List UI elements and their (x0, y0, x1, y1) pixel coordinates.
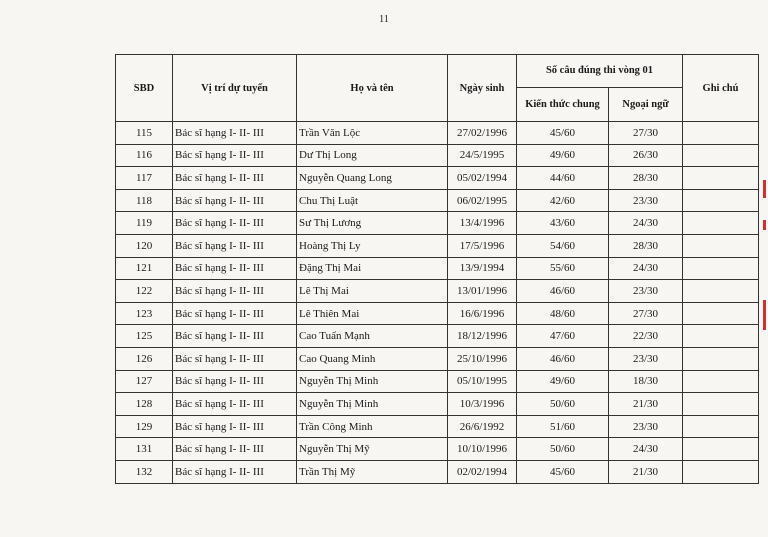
cell-position: Bác sĩ hạng I- II- III (173, 144, 297, 167)
cell-position: Bác sĩ hạng I- II- III (173, 167, 297, 190)
cell-note (683, 122, 759, 145)
cell-note (683, 347, 759, 370)
header-name: Họ và tên (297, 55, 448, 122)
cell-name: Trần Thị Mỹ (297, 460, 448, 483)
cell-name: Trần Công Minh (297, 415, 448, 438)
cell-language-score: 23/30 (609, 415, 683, 438)
cell-general-score: 55/60 (517, 257, 609, 280)
cell-position: Bác sĩ hạng I- II- III (173, 302, 297, 325)
cell-language-score: 28/30 (609, 234, 683, 257)
cell-sbd: 119 (116, 212, 173, 235)
cell-name: Nguyễn Thị Mỹ (297, 438, 448, 461)
cell-language-score: 18/30 (609, 370, 683, 393)
cell-dob: 25/10/1996 (448, 347, 517, 370)
header-position: Vị trí dự tuyển (173, 55, 297, 122)
cell-sbd: 122 (116, 280, 173, 303)
cell-name: Lê Thị Mai (297, 280, 448, 303)
cell-language-score: 24/30 (609, 212, 683, 235)
cell-general-score: 50/60 (517, 393, 609, 416)
cell-position: Bác sĩ hạng I- II- III (173, 189, 297, 212)
cell-note (683, 234, 759, 257)
header-note: Ghi chú (683, 55, 759, 122)
cell-sbd: 118 (116, 189, 173, 212)
cell-dob: 13/4/1996 (448, 212, 517, 235)
cell-general-score: 45/60 (517, 122, 609, 145)
cell-general-score: 48/60 (517, 302, 609, 325)
cell-name: Trần Văn Lộc (297, 122, 448, 145)
cell-general-score: 45/60 (517, 460, 609, 483)
cell-dob: 24/5/1995 (448, 144, 517, 167)
cell-note (683, 189, 759, 212)
cell-note (683, 280, 759, 303)
cell-general-score: 43/60 (517, 212, 609, 235)
cell-note (683, 460, 759, 483)
cell-name: Lê Thiên Mai (297, 302, 448, 325)
cell-dob: 05/10/1995 (448, 370, 517, 393)
cell-note (683, 302, 759, 325)
cell-general-score: 49/60 (517, 370, 609, 393)
table-row (116, 460, 759, 483)
cell-general-score: 47/60 (517, 325, 609, 348)
cell-name: Dư Thị Long (297, 144, 448, 167)
cell-language-score: 24/30 (609, 438, 683, 461)
cell-language-score: 23/30 (609, 280, 683, 303)
cell-name: Nguyễn Thị Minh (297, 393, 448, 416)
table-row (116, 122, 759, 145)
cell-position: Bác sĩ hạng I- II- III (173, 257, 297, 280)
cell-language-score: 27/30 (609, 302, 683, 325)
cell-general-score: 54/60 (517, 234, 609, 257)
cell-note (683, 257, 759, 280)
table-row (116, 144, 759, 167)
cell-dob: 06/02/1995 (448, 189, 517, 212)
cell-sbd: 132 (116, 460, 173, 483)
cell-dob: 13/9/1994 (448, 257, 517, 280)
cell-dob: 02/02/1994 (448, 460, 517, 483)
cell-sbd: 125 (116, 325, 173, 348)
cell-sbd: 123 (116, 302, 173, 325)
cell-dob: 16/6/1996 (448, 302, 517, 325)
cell-position: Bác sĩ hạng I- II- III (173, 234, 297, 257)
cell-position: Bác sĩ hạng I- II- III (173, 212, 297, 235)
cell-position: Bác sĩ hạng I- II- III (173, 415, 297, 438)
cell-language-score: 27/30 (609, 122, 683, 145)
cell-sbd: 117 (116, 167, 173, 190)
cell-sbd: 129 (116, 415, 173, 438)
cell-position: Bác sĩ hạng I- II- III (173, 325, 297, 348)
page-number: 11 (379, 14, 389, 25)
cell-note (683, 325, 759, 348)
cell-dob: 05/02/1994 (448, 167, 517, 190)
cell-dob: 26/6/1992 (448, 415, 517, 438)
header-foreign-language: Ngoại ngữ (609, 88, 683, 122)
cell-note (683, 167, 759, 190)
cell-note (683, 393, 759, 416)
table-row (116, 189, 759, 212)
cell-position: Bác sĩ hạng I- II- III (173, 438, 297, 461)
cell-sbd: 128 (116, 393, 173, 416)
table-body (116, 122, 759, 484)
cell-name: Nguyễn Quang Long (297, 167, 448, 190)
cell-name: Cao Tuấn Mạnh (297, 325, 448, 348)
cell-general-score: 42/60 (517, 189, 609, 212)
cell-sbd: 116 (116, 144, 173, 167)
table-row (116, 325, 759, 348)
results-table (115, 54, 759, 484)
cell-position: Bác sĩ hạng I- II- III (173, 122, 297, 145)
header-sbd: SBD (116, 55, 173, 122)
cell-language-score: 22/30 (609, 325, 683, 348)
header-score-group: Số câu đúng thi vòng 01 (517, 55, 683, 88)
cell-general-score: 51/60 (517, 415, 609, 438)
table-row (116, 370, 759, 393)
table-row (116, 347, 759, 370)
cell-position: Bác sĩ hạng I- II- III (173, 370, 297, 393)
cell-position: Bác sĩ hạng I- II- III (173, 393, 297, 416)
table-row (116, 280, 759, 303)
cell-name: Đặng Thị Mai (297, 257, 448, 280)
cell-general-score: 50/60 (517, 438, 609, 461)
table-row (116, 234, 759, 257)
cell-general-score: 46/60 (517, 347, 609, 370)
scan-edge-marks (760, 180, 768, 340)
table-row (116, 167, 759, 190)
cell-language-score: 24/30 (609, 257, 683, 280)
cell-sbd: 115 (116, 122, 173, 145)
cell-language-score: 21/30 (609, 460, 683, 483)
cell-dob: 27/02/1996 (448, 122, 517, 145)
cell-name: Cao Quang Minh (297, 347, 448, 370)
cell-note (683, 415, 759, 438)
cell-sbd: 131 (116, 438, 173, 461)
cell-note (683, 144, 759, 167)
cell-dob: 18/12/1996 (448, 325, 517, 348)
cell-note (683, 212, 759, 235)
cell-general-score: 44/60 (517, 167, 609, 190)
cell-name: Hoàng Thị Ly (297, 234, 448, 257)
cell-dob: 17/5/1996 (448, 234, 517, 257)
cell-language-score: 28/30 (609, 167, 683, 190)
cell-sbd: 127 (116, 370, 173, 393)
cell-language-score: 23/30 (609, 189, 683, 212)
cell-language-score: 26/30 (609, 144, 683, 167)
table-row (116, 212, 759, 235)
cell-general-score: 49/60 (517, 144, 609, 167)
table-row (116, 302, 759, 325)
cell-position: Bác sĩ hạng I- II- III (173, 280, 297, 303)
cell-sbd: 121 (116, 257, 173, 280)
cell-position: Bác sĩ hạng I- II- III (173, 460, 297, 483)
cell-dob: 10/3/1996 (448, 393, 517, 416)
cell-name: Nguyễn Thị Minh (297, 370, 448, 393)
cell-dob: 10/10/1996 (448, 438, 517, 461)
cell-name: Sư Thị Lương (297, 212, 448, 235)
header-dob: Ngày sinh (448, 55, 517, 122)
cell-sbd: 126 (116, 347, 173, 370)
table-header (116, 55, 759, 122)
cell-language-score: 23/30 (609, 347, 683, 370)
table-row (116, 415, 759, 438)
cell-position: Bác sĩ hạng I- II- III (173, 347, 297, 370)
cell-dob: 13/01/1996 (448, 280, 517, 303)
table-row (116, 257, 759, 280)
cell-note (683, 438, 759, 461)
cell-general-score: 46/60 (517, 280, 609, 303)
cell-name: Chu Thị Luật (297, 189, 448, 212)
table-row (116, 393, 759, 416)
cell-note (683, 370, 759, 393)
cell-language-score: 21/30 (609, 393, 683, 416)
cell-sbd: 120 (116, 234, 173, 257)
header-general-knowledge: Kiến thức chung (517, 88, 609, 122)
table-row (116, 438, 759, 461)
